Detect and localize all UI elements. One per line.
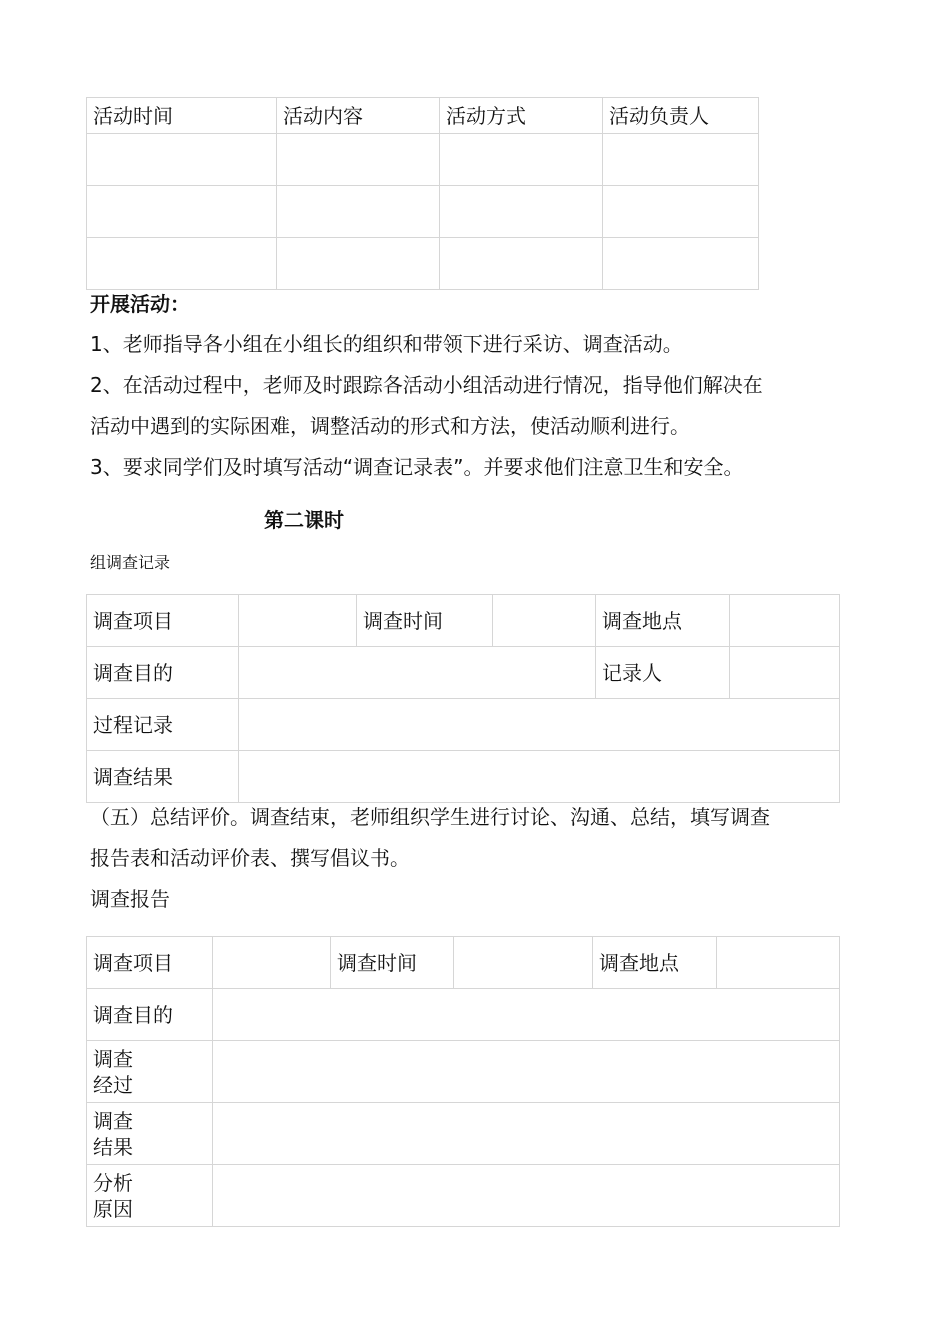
survey-record-table	[86, 594, 840, 803]
value-recorder[interactable]	[730, 647, 840, 699]
label-report-purpose: 调查目的	[87, 989, 213, 1041]
table-row	[87, 186, 759, 238]
label-report-result-line1: 调查	[93, 1108, 133, 1133]
table-cell[interactable]	[87, 134, 277, 186]
summary-line-1: （五）总结评价。调查结束，老师组织学生进行讨论、沟通、总结，填写调查	[90, 805, 770, 829]
label-report-project: 调查项目	[87, 937, 213, 989]
activity-item-3: 3、要求同学们及时填写活动“调查记录表”。并要求他们注意卫生和安全。	[90, 455, 744, 479]
summary-line-2: 报告表和活动评价表、撰写倡议书。	[90, 846, 410, 870]
value-survey-result[interactable]	[239, 751, 840, 803]
value-process-record[interactable]	[239, 699, 840, 751]
label-report-cause-line2: 原因	[93, 1196, 133, 1221]
value-survey-purpose[interactable]	[239, 647, 596, 699]
label-report-process-line2: 经过	[93, 1072, 133, 1097]
label-report-result	[87, 1103, 213, 1165]
table-cell[interactable]	[87, 238, 277, 290]
record-caption: 组调查记录	[90, 553, 171, 572]
label-report-process	[87, 1041, 213, 1103]
label-report-time: 调查时间	[331, 937, 454, 989]
activity-item-2-cont: 活动中遇到的实际困难，调整活动的形式和方法，使活动顺利进行。	[90, 414, 690, 438]
table-row	[87, 134, 759, 186]
table-cell[interactable]	[440, 186, 603, 238]
header-activity-owner: 活动负责人	[603, 98, 759, 134]
label-survey-project: 调查项目	[87, 595, 239, 647]
table-cell[interactable]	[87, 186, 277, 238]
value-report-place[interactable]	[717, 937, 840, 989]
label-survey-place: 调查地点	[596, 595, 730, 647]
activity-item-2: 2、在活动过程中，老师及时跟踪各活动小组活动进行情况，指导他们解决在	[90, 373, 763, 397]
label-survey-purpose: 调查目的	[87, 647, 239, 699]
value-survey-project[interactable]	[239, 595, 357, 647]
value-report-purpose[interactable]	[213, 989, 840, 1041]
report-caption: 调查报告	[90, 887, 170, 911]
header-activity-method: 活动方式	[440, 98, 603, 134]
label-process-record: 过程记录	[87, 699, 239, 751]
table-cell[interactable]	[603, 134, 759, 186]
table-cell[interactable]	[440, 134, 603, 186]
table-cell[interactable]	[440, 238, 603, 290]
header-activity-time: 活动时间	[87, 98, 277, 134]
table-row	[87, 238, 759, 290]
table-cell[interactable]	[603, 238, 759, 290]
value-report-cause[interactable]	[213, 1165, 840, 1227]
label-report-cause	[87, 1165, 213, 1227]
value-report-result[interactable]	[213, 1103, 840, 1165]
value-report-project[interactable]	[213, 937, 331, 989]
label-survey-time: 调查时间	[357, 595, 493, 647]
value-report-time[interactable]	[454, 937, 593, 989]
value-survey-time[interactable]	[493, 595, 596, 647]
lesson-title: 第二课时	[264, 508, 344, 532]
value-survey-place[interactable]	[730, 595, 840, 647]
table-cell[interactable]	[277, 238, 440, 290]
label-report-result-line2: 结果	[93, 1134, 133, 1159]
label-report-place: 调查地点	[593, 937, 717, 989]
value-report-process[interactable]	[213, 1041, 840, 1103]
survey-report-table	[86, 936, 840, 1227]
activity-plan-table	[86, 97, 759, 290]
table-cell[interactable]	[277, 186, 440, 238]
label-recorder: 记录人	[596, 647, 730, 699]
activity-item-1: 1、老师指导各小组在小组长的组织和带领下进行采访、调查活动。	[90, 332, 683, 356]
activity-heading: 开展活动：	[90, 292, 190, 316]
label-report-cause-line1: 分析	[93, 1170, 133, 1195]
table-cell[interactable]	[603, 186, 759, 238]
header-activity-content: 活动内容	[277, 98, 440, 134]
label-report-process-line1: 调查	[93, 1046, 133, 1071]
label-survey-result: 调查结果	[87, 751, 239, 803]
table-cell[interactable]	[277, 134, 440, 186]
